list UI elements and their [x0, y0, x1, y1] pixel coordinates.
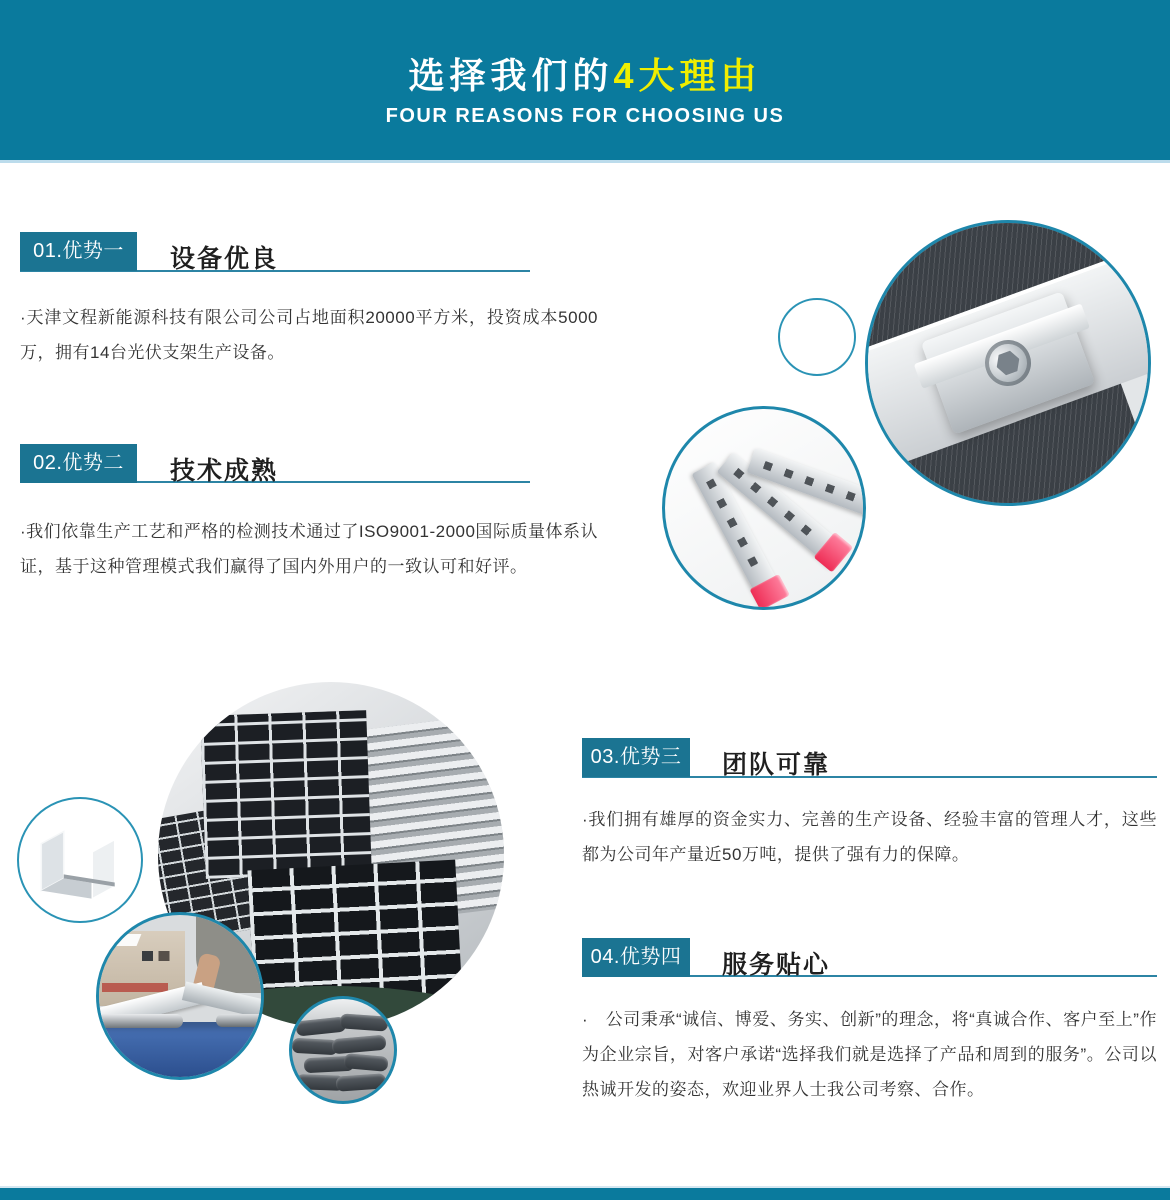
bundle-shape	[331, 1035, 386, 1055]
decorative-circle	[778, 298, 856, 376]
machine-frame-shape	[96, 1022, 264, 1077]
u-channel-drawing	[27, 807, 129, 909]
u-channel-right-wall	[92, 840, 114, 899]
paper-shape	[96, 934, 142, 946]
bundle-shape	[340, 1013, 389, 1031]
header-divider	[0, 160, 1170, 163]
steel-bundles-photo	[289, 996, 397, 1104]
section1-title: 设备优良	[170, 245, 279, 273]
page-title	[0, 48, 1170, 99]
section2-label-box: 02.优势二	[20, 444, 137, 483]
footer-band	[0, 1186, 1170, 1200]
page-title-accent: 4大理由	[613, 55, 762, 96]
machine-label-shape	[102, 983, 168, 992]
page-title-main: 选择我们的	[408, 55, 614, 96]
section2-body: ·我们依靠生产工艺和严格的检测技术通过了ISO9001-2000国际质量体系认证，基于这种管理模式我们赢得了国内外用户的一致认可和好评。	[20, 522, 598, 576]
roller-shape	[216, 1014, 264, 1027]
bundle-shape	[336, 1073, 387, 1091]
roller-shape	[96, 1014, 183, 1029]
section1-body: ·天津文程新能源科技有限公司公司占地面积20000平方米，投资成本5000万，拥有14台光伏支架生产设备。	[20, 308, 598, 362]
page-subtitle: FOUR REASONS FOR CHOOSING US	[385, 105, 785, 127]
section3-body: ·我们拥有雄厚的资金实力、完善的生产设备、经验丰富的管理人才，这些都为公司年产量近50万吨，提供了强有力的保障。	[582, 810, 1157, 864]
u-channel-photo	[17, 797, 143, 923]
steel-stack-upper-shape	[200, 710, 372, 878]
section3-label-box: 03.优势三	[582, 738, 690, 777]
section3-title: 团队可靠	[722, 751, 831, 779]
section1-label-box: 01.优势一	[20, 232, 137, 271]
section4-body: · 公司秉承“诚信、博爱、务实、创新”的理念，将“真诚合作、客户至上”作为企业宗旨，对客户承诺“选择我们就是选择了产品和周到的服务”。公司以热诚开发的姿态，欢迎业界人士我公司考察、合作。	[582, 1010, 1157, 1099]
forming-machine-photo	[96, 912, 264, 1080]
mounting-rails-photo	[662, 406, 866, 610]
bundle-shape	[295, 1016, 346, 1036]
section2-title: 技术成熟	[170, 457, 279, 485]
section4-label-box: 04.优势四	[582, 938, 690, 977]
section4-title: 服务贴心	[722, 951, 831, 979]
hex-bolt-shape	[979, 334, 1038, 393]
machine-parts-shape	[142, 951, 180, 961]
solar-clamp-photo	[865, 220, 1151, 506]
